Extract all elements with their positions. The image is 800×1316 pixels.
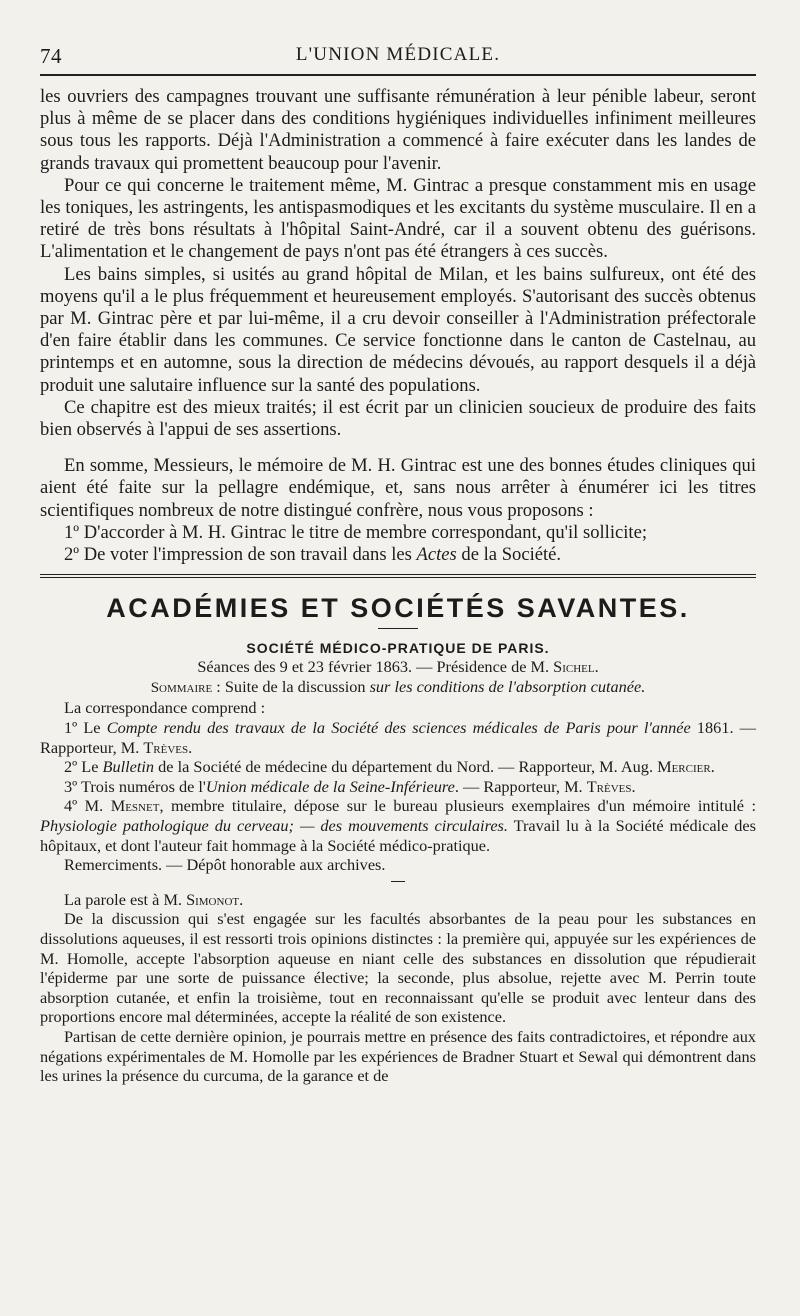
report-paragraph-4: Ce chapitre est des mieux traités; il est écrit par un clinicien soucieux de produire des faits bien observés à l'appui de ses assertions. [40,396,756,441]
section-divider [40,574,756,578]
session-info: Séances des 9 et 23 février 1863. — Présidence de M. Sichel. [197,657,599,677]
remerciments: Remerciments. — Dépôt honorable aux archives. [64,855,386,875]
report-text [40,86,756,522]
proposal-1: 1º D'accorder à M. H. Gintrac le titre de membre correspondant, qu'il sollicite; [64,521,647,543]
correspondance-item-1: 1º Le Compte rendu des travaux de la Société des sciences médicales de Paris pour l'année 1861. — Rapporteur, M. Trèves. [40,718,756,757]
correspondance-item-3: 3º Trois numéros de l'Union médicale de la Seine-Inférieure. — Rapporteur, M. Trèves. [64,776,636,796]
discussion-paragraph-2: Partisan de cette dernière opinion, je pourrais mettre en présence des faits contradictoires, et répondre aux négations expérimentales de M. Homolle par les expériences de Bradner Stuart et Sewal qui démontrent dans les urines la présence du curcuma, de la garance et de [40,1026,756,1086]
page-header [40,0,756,68]
running-title: L'UNION MÉDICALE. [295,44,501,65]
report-conclusion: En somme, Messieurs, le mémoire de M. H. Gintrac est une des bonnes études cliniques qui aient été faite sur la pellagre endémique, et, sans nous arrêter à énumérer ici les titres scientifiques nombreux de notre distingué confrère, nous vous proposons : [40,455,756,521]
section-title: ACADÉMIES ET SOCIÉTÉS SAVANTES. [106,593,690,624]
page-number: 74 [40,44,62,68]
correspondance-item-4: 4º M. Mesnet, membre titulaire, dépose sur le bureau plusieurs exemplaires d'un mémoire intitulé : Physiologie pathologique du cerveau; — des mouvements circulaires. Travail lu à la Société médicale des hôpitaux, et dont l'auteur fait hommage à la Société médico-pratique. [40,796,756,855]
proposals-list [40,522,756,566]
correspondance-item-2: 2º Le Bulletin de la Société de médecine du département du Nord. — Rapporteur, M. Aug. Mercier. [64,757,715,777]
title-rule [378,628,418,629]
society-name: SOCIÉTÉ MÉDICO-PRATIQUE DE PARIS. [246,640,550,657]
proposal-2: 2º De voter l'impression de son travail dans les Actes de la Société. [64,544,562,566]
small-divider [391,881,405,882]
proceedings-text [40,657,756,1085]
correspondance-heading: La correspondance comprend : [64,698,266,718]
parole: La parole est à M. Simonot. [64,889,244,909]
report-paragraph-1: les ouvriers des campagnes trouvant une suffisante rémunération à leur pénible labeur, seront plus à même de se placer dans des conditions hygiéniques individuelles infiniment meilleures sous tous les rapports. Déjà l'Administration a commencé à faire exécuter dans les landes de grands travaux qui promettent beaucoup pour l'avenir. [40,86,756,174]
sommaire: Sommaire : Suite de la discussion sur les conditions de l'absorption cutanée. [150,676,646,696]
report-paragraph-3: Les bains simples, si usités au grand hôpital de Milan, et les bains sulfureux, ont été des moyens qu'il a le plus fréquemment et heureusement employés. S'autorisant des succès obtenus par M. Gintrac père et par lui-même, il a cru devoir conseiller à l'Administration préfectorale d'en faire établir dans les communes. Ce service fonctionne dans le canton de Castelnau, au printemps et en automne, sous la direction de médecins dévoués, au rapport desquels il a déjà produit une salutaire influence sur la santé des populations. [40,263,756,396]
report-paragraph-2: Pour ce qui concerne le traitement même, M. Gintrac a presque constamment mis en usage les toniques, les astringents, les antispasmodiques et les excitants du système musculaire. Il en a retiré de très bons résultats à l'hôpital Saint-André, car il a souvent obtenu des guérisons. L'alimentation et le changement de pays n'ont pas été étrangers à ces succès. [40,174,756,263]
discussion-paragraph-1: De la discussion qui s'est engagée sur les facultés absorbantes de la peau pour les substances en dissolutions aqueuses, il est ressorti trois opinions distinctes : la première qui, appuyée sur les expériences de M. Homolle, accepte l'absorption aqueuse en niant celle des substances en dissolution que répudierait l'épiderme par une sorte de puissance élective; la seconde, plus absolue, rejette avec M. Perrin toute absorption cutanée, et enfin la troisième, tout en reconnaissant qu'elle se produit avec lenteur dans des proportions encore mal déterminées, accepte la réalité de son existence. [40,909,756,1027]
header-rule [40,74,756,76]
